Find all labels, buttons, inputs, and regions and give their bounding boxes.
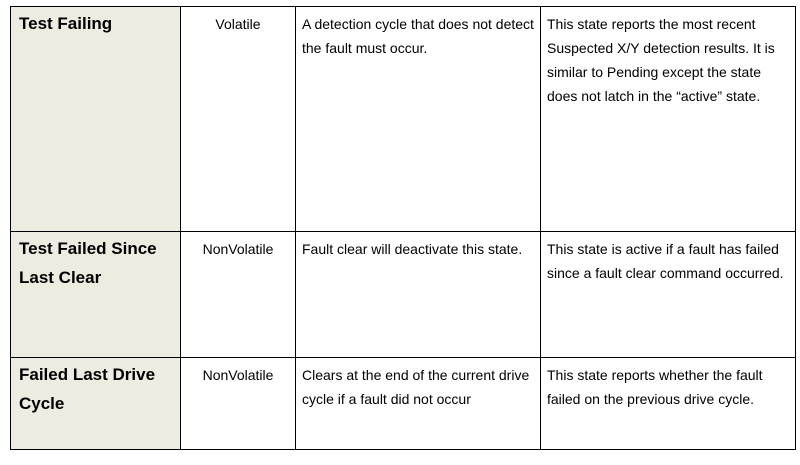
state-name-cell: Test Failing [11,7,181,232]
state-description-cell: This state reports whether the fault failed on the previous drive cycle. [541,358,796,450]
state-name-cell: Test Failed Since Last Clear [11,232,181,358]
state-name-cell: Failed Last Drive Cycle [11,358,181,450]
state-description-cell: This state is active if a fault has failed since a fault clear command occurred. [541,232,796,358]
clear-condition-cell: Clears at the end of the current drive cycle if a fault did not occur [296,358,541,450]
clear-condition-cell: A detection cycle that does not detect the fault must occur. [296,7,541,232]
storage-type-cell: NonVolatile [181,358,296,450]
storage-type-cell: NonVolatile [181,232,296,358]
table-row [11,232,796,358]
state-description-cell: This state reports the most recent Suspected X/Y detection results. It is similar to Pending except the state does not latch in the “active” state. [541,7,796,232]
clear-condition-cell: Fault clear will deactivate this state. [296,232,541,358]
table-row [11,7,796,232]
table-row [11,358,796,450]
fault-states-table [10,6,796,450]
storage-type-cell: Volatile [181,7,296,232]
